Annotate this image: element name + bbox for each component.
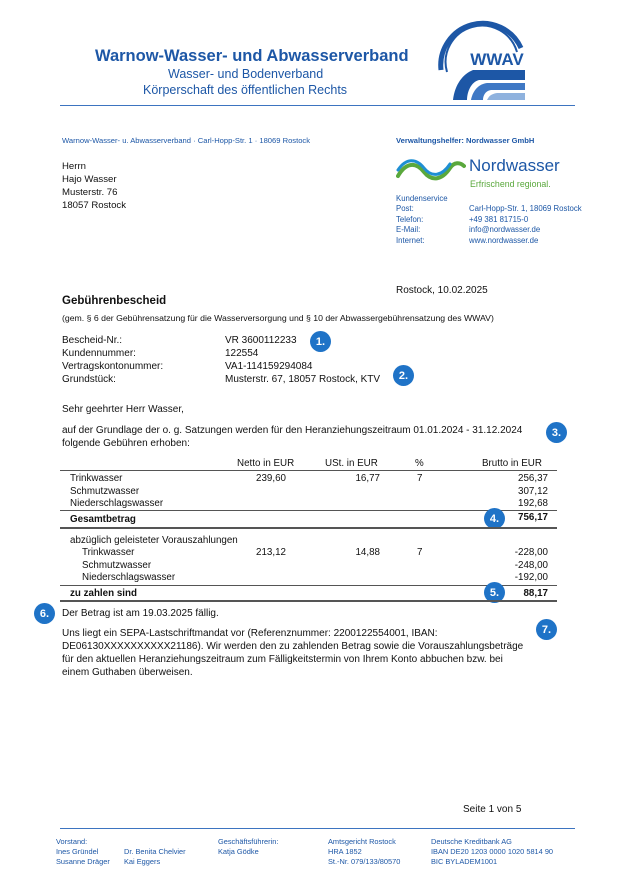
prepay-netto: 213,12 [256,547,286,558]
sepa-line: Uns liegt ein SEPA-Lastschriftmandat vor (Referenznummer: 2200122554001, IBAN: [62,628,438,639]
footer-line: Vorstand: [56,837,88,846]
callout-badge-5: 5. [484,582,505,603]
document-title: Gebührenbescheid [62,295,167,307]
prepay-brutto-values [480,547,548,585]
prepay-name: Schmutzwasser [82,559,152,571]
property-address: Musterstr. 67, 18057 Rostock, KTV [225,374,381,385]
wwav-logo [433,12,528,100]
prepay-names [82,547,175,585]
header-divider [60,105,575,106]
col-header-brutto: Brutto in EUR [482,458,542,469]
footer-line: Kai Eggers [124,856,161,866]
callout-badge-4: 4. [484,508,505,529]
amount-due-label: zu zahlen sind [70,588,137,599]
table-divider [60,510,557,511]
intro-line-1: auf der Grundlage der o. g. Satzungen werden für den Heranziehungszeitraum 01.01.2024 - 31.12.2024 [62,425,523,436]
footer-board-2 [124,847,186,867]
contact-label: E-Mail: [396,225,421,234]
sepa-line: einem Guthaben überweisen. [62,667,193,678]
svg-text:WWAV: WWAV [470,50,524,69]
footer-line: Susanne Dräger [56,856,110,866]
callout-badge-3: 3. [546,422,567,443]
recipient-line: 18057 Rostock [62,200,126,211]
footer-line: Deutsche Kreditbank AG [431,837,512,846]
contact-label: Post: [396,204,414,213]
footer-line: Ines Gründel [56,846,99,856]
fee-name: Niederschlagswasser [70,498,164,509]
fee-name: Trinkwasser [70,473,123,484]
prepay-brutto: -228,00 [514,547,548,558]
fee-netto: 239,60 [256,473,286,484]
prepay-ust: 14,88 [355,547,380,558]
contract-account-number: VA1-114159294084 [225,361,313,372]
sepa-line: für den aktuellen Heranziehungszeitraum zum Fälligkeitstermin von Ihrem Konto abbuchen bzw. bei [62,654,503,665]
footer-court [328,837,400,866]
recipient-line: Musterstr. 76 [62,187,118,198]
sender-line: Warnow-Wasser- u. Abwasserverband · Carl-Hopp-Str. 1 · 18069 Rostock [62,136,311,145]
letter-date: Rostock, 10.02.2025 [396,285,488,296]
total-value: 756,17 [518,512,548,523]
table-divider-strong [60,527,557,529]
org-subtitle-1: Wasser- und Bodenverband [168,67,324,81]
table-divider [60,585,557,586]
fee-name: Schmutzwasser [70,485,140,497]
recipient-line: Hajo Wasser [62,174,117,185]
footer-line: IBAN DE20 1203 0000 1020 5814 90 [431,846,554,856]
amount-due-value: 88,17 [523,588,548,599]
prepay-name: Trinkwasser [82,547,135,558]
callout-badge-2: 2. [393,365,414,386]
salutation: Sehr geehrter Herr Wasser, [62,404,184,415]
subject-note: (gem. § 6 der Gebührensatzung für die Wasserversorgung und § 10 der Abwassergebührensatzung des WWAV) [62,313,494,323]
sepa-line: DE06130XXXXXXXXXX21186). Wir werden den zu zahlenden Betrag sowie die Vorauszahlungsbeträge [62,641,524,652]
total-label: Gesamtbetrag [70,514,136,525]
footer-line: Katja Gödke [218,846,259,856]
footer-board [56,837,110,866]
org-subtitle-2: Körperschaft des öffentlichen Rechts [143,83,348,97]
footer-line: BIC BYLADEM1001 [431,856,498,866]
col-header-netto: Netto in EUR [237,458,295,469]
helper-title: Verwaltungshelfer: Nordwasser GmbH [396,136,535,145]
bescheid-number: VR 3600112233 [225,335,297,346]
contact-value[interactable]: www.nordwasser.de [469,235,539,245]
footer-line: Amtsgericht Rostock [328,837,396,846]
helper-contact [396,204,596,246]
footer-divider [60,828,575,829]
org-name: Warnow-Wasser- und Abwasserverband [95,47,409,65]
info-label: Vertragskontonummer: [62,361,164,372]
footer-line: St.-Nr. 079/133/80570 [328,856,401,866]
footer-line: HRA 1852 [328,846,362,856]
deduction-title: abzüglich geleisteter Vorauszahlungen [70,535,238,546]
fee-ust: 16,77 [355,473,380,484]
table-divider-strong [60,600,557,602]
col-header-ust: USt. in EUR [325,458,378,469]
col-header-pct: % [415,458,424,469]
contact-label: Telefon: [396,214,424,224]
nordwasser-slogan: Erfrischend regional. [470,179,551,189]
callout-badge-7: 7. [536,619,557,640]
fee-brutto-values [480,473,548,511]
contact-value: Carl-Hopp-Str. 1, 18069 Rostock [469,204,582,213]
due-date-sentence: Der Betrag ist am 19.03.2025 fällig. [62,608,219,619]
nordwasser-name: Nordwasser [469,156,560,175]
sepa-paragraph [62,627,523,679]
callout-badge-1: 1. [310,331,331,352]
fee-names [70,473,163,511]
info-labels [62,334,163,386]
info-label: Grundstück: [62,374,116,385]
info-label: Kundennummer: [62,348,136,359]
contact-label: Internet: [396,235,425,245]
customer-number: 122554 [225,348,259,359]
prepay-brutto: -192,00 [514,572,548,583]
contact-value[interactable]: info@nordwasser.de [469,225,541,234]
prepay-brutto: -248,00 [514,559,548,571]
footer-bank [431,837,553,866]
nordwasser-logo [396,154,576,194]
prepay-name: Niederschlagswasser [82,572,176,583]
footer-line: Geschäftsführerin: [218,837,279,846]
callout-badge-6: 6. [34,603,55,624]
info-label: Bescheid-Nr.: [62,335,123,346]
fee-brutto: 192,68 [518,498,548,509]
fee-pct: 7 [417,473,423,484]
info-values [225,334,380,386]
footer-line: Dr. Benita Chelvier [124,847,186,856]
intro-line-2: folgende Gebühren erhoben: [62,438,190,449]
page-number: Seite 1 von 5 [463,804,522,815]
table-divider [60,470,557,471]
recipient-line: Herrn [62,161,86,172]
recipient-address [62,160,126,212]
contact-value: +49 381 81715-0 [469,214,529,224]
fee-brutto: 256,37 [518,473,548,484]
prepay-pct: 7 [417,547,423,558]
kundenservice-label: Kundenservice [396,194,448,203]
fee-brutto: 307,12 [518,485,548,497]
footer-management [218,837,278,857]
